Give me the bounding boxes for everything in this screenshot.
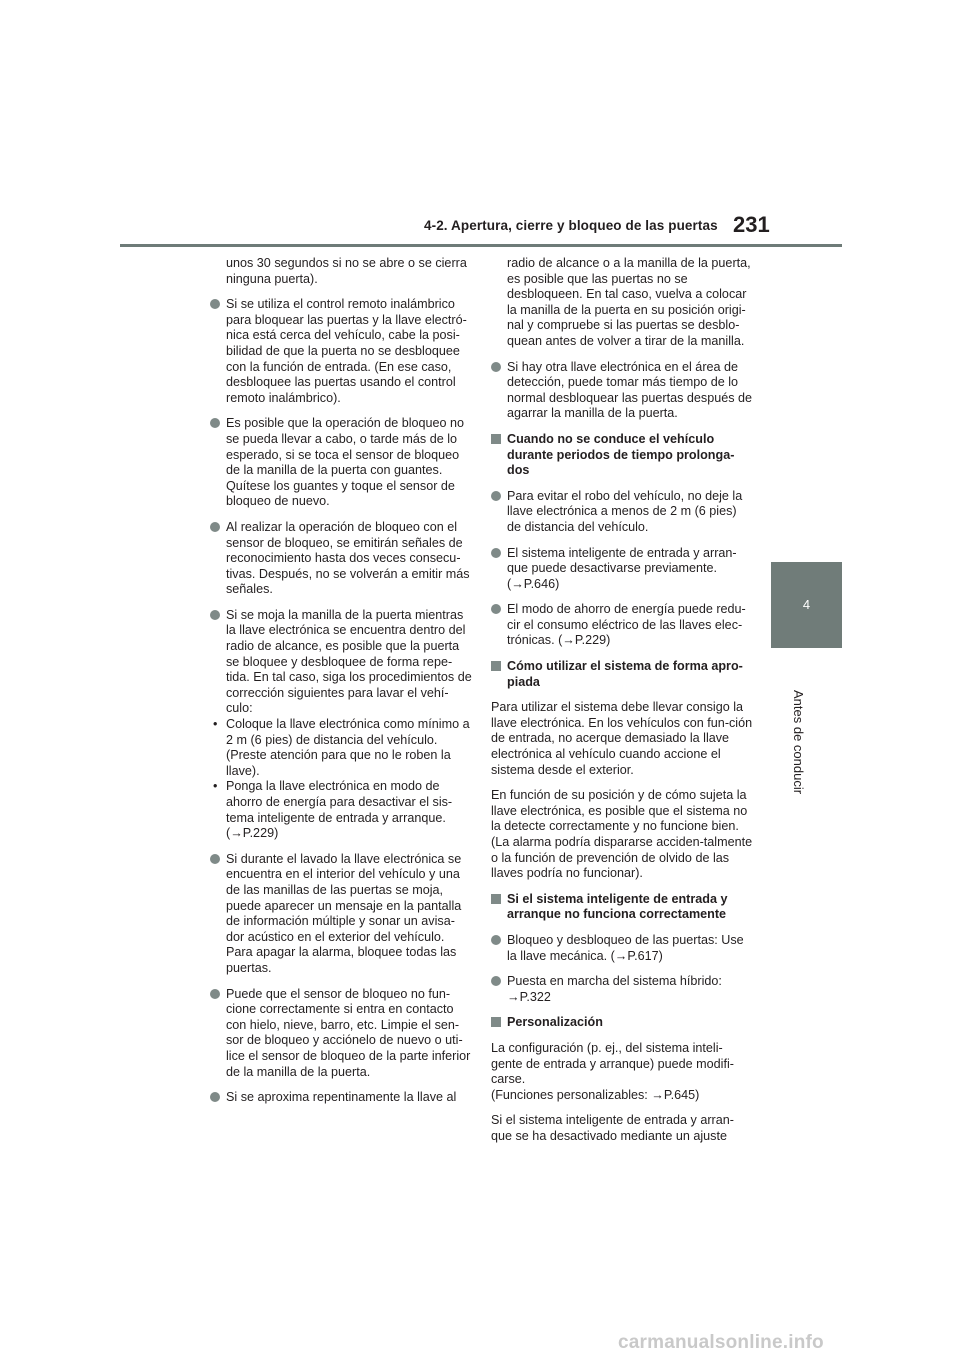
page-number: 231 [733,212,770,237]
right-column [491,256,753,1155]
bullet-dot-icon [210,522,220,532]
continuation-text: radio de alcance o a la manilla de la puerta, es posible que las puertas no se desbloqueen. En tal caso, vuelva a colocar la manilla de la puerta en su posición origi-nal y compruebe si las puertas se desblo-quean antes de volver a tirar de la manilla. [507,256,751,348]
list-item: Para evitar el robo del vehículo, no deje la llave electrónica a menos de 2 m (6 pies) de distancia del vehículo. [491,489,753,536]
bullet-dot-icon [491,548,501,558]
bullet-dot-icon [491,491,501,501]
paragraph: (Funciones personalizables: →P.645) [491,1087,700,1102]
bullet-dot-icon [210,854,220,864]
list-item: Si se utiliza el control remoto inalámbrico para bloquear las puertas y la llave electró-nica está cerca del vehículo, cabe la posi-bilidad de que la puerta no se desbloquee con la función de entrada. (En ese caso, desbloquee las puertas usando el control remoto inalámbrico). [210,297,472,406]
sub-bullet-icon: • [213,779,218,794]
list-item: Si hay otra llave electrónica en el área de detección, puede tomar más tiempo de lo normal desbloquear las puertas después de agarrar la manilla de la puerta. [491,360,753,422]
paragraph: Si el sistema inteligente de entrada y arran-que se ha desactivado mediante un ajuste [491,1113,734,1143]
paragraph: En función de su posición y de cómo sujeta la llave electrónica, es posible que el sistema no la detecte correctamente y no funcione bien. (La alarma podría dispararse acciden-talmente o la función de prevención de olvido de las llaves podría no funcionar). [491,788,753,881]
list-item: Bloqueo y desbloqueo de las puertas: Use la llave mecánica. (→P.617) [491,933,753,964]
bullet-dot-icon [210,418,220,428]
bullet-dot-icon [491,976,501,986]
list-item: Al realizar la operación de bloqueo con el sensor de bloqueo, se emitirán señales de reconocimiento hasta dos veces consecu-tivas. Después, no se volverán a emitir más señales. [210,520,472,598]
sub-bullet-icon: • [213,717,218,732]
footer-watermark[interactable]: carmanualsonline.info [618,1332,824,1353]
bullet-dot-icon [210,610,220,620]
list-item: Es posible que la operación de bloqueo no se pueda llevar a cabo, o tarde más de lo esperado, si se toca el sensor de bloqueo de la manilla de la puerta con guantes. Quítese los guantes y toque el sensor de bloqueo de nuevo. [210,416,472,510]
square-bullet-icon [491,1017,501,1027]
bullet-dot-icon [210,299,220,309]
chapter-tab[interactable] [771,562,842,648]
square-bullet-icon [491,894,501,904]
list-item: Si durante el lavado la llave electrónica se encuentra en el interior del vehículo y una de las manillas de las puertas se moja, puede aparecer un mensaje en la pantalla de información múltiple y sonar un avisa-dor acústico en el exterior del vehículo. Para apagar la alarma, bloquee todas las puertas. [210,852,472,977]
section-heading: Personalización [491,1015,753,1031]
list-item: El modo de ahorro de energía puede redu-cir el consumo eléctrico de las llaves elec-trónicas. (→P.229) [491,602,753,649]
bullet-dot-icon [491,935,501,945]
sub-list-item: • Coloque la llave electrónica como mínimo a 2 m (6 pies) de distancia del vehículo. (Preste atención para que no le roben la llave). [213,717,470,778]
section-heading: Cuando no se conduce el vehículo durante periodos de tiempo prolonga-dos [491,432,753,479]
sub-list-item: • Ponga la llave electrónica en modo de ahorro de energía para desactivar el sis-tema inteligente de entrada y arranque. (→P.229) [213,779,453,841]
intro-text: unos 30 segundos si no se abre o se cierra ninguna puerta). [226,256,467,286]
list-item: Puesta en marcha del sistema híbrido: →P.322 [491,974,753,1005]
paragraph: Para utilizar el sistema debe llevar consigo la llave electrónica. En los vehículos con fun-ción de entrada, no acerque demasiado la llave electrónica al vehículo cuando accione el sistema desde el exterior. [491,700,753,777]
left-column [210,256,472,1116]
section-heading: Cómo utilizar el sistema de forma apro-piada [491,659,753,690]
section-title: 4-2. Apertura, cierre y bloqueo de las puertas [424,218,718,233]
header-rule [120,244,842,247]
list-item: Puede que el sensor de bloqueo no fun-cione correctamente si entra en contacto con hielo, nieve, barro, etc. Limpie el sen-sor de bloqueo y acciónelo de nuevo o uti-lice el sensor de bloqueo de la parte inferior de la manilla de la puerta. [210,987,472,1081]
square-bullet-icon [491,661,501,671]
section-heading: Si el sistema inteligente de entrada y arranque no funciona correctamente [491,892,753,923]
list-item: El sistema inteligente de entrada y arran-que puede desactivarse previamente. (→P.646) [491,546,753,593]
bullet-dot-icon [210,989,220,999]
bullet-dot-icon [491,362,501,372]
chapter-label: Antes de conducir [791,690,806,795]
bullet-dot-icon [210,1092,220,1102]
list-item: Si se aproxima repentinamente la llave al [210,1090,472,1106]
chapter-number: 4 [802,597,811,612]
square-bullet-icon [491,434,501,444]
bullet-dot-icon [491,604,501,614]
paragraph: La configuración (p. ej., del sistema inteli-gente de entrada y arranque) puede modifi-carse. [491,1040,734,1087]
list-item: Si se moja la manilla de la puerta mientras la llave electrónica se encuentra dentro del radio de alcance, es posible que la puerta se bloquee y desbloquee de forma repe-tida. En tal caso, siga los procedimientos de corrección siguientes para lavar el vehí-culo: [210,608,472,717]
